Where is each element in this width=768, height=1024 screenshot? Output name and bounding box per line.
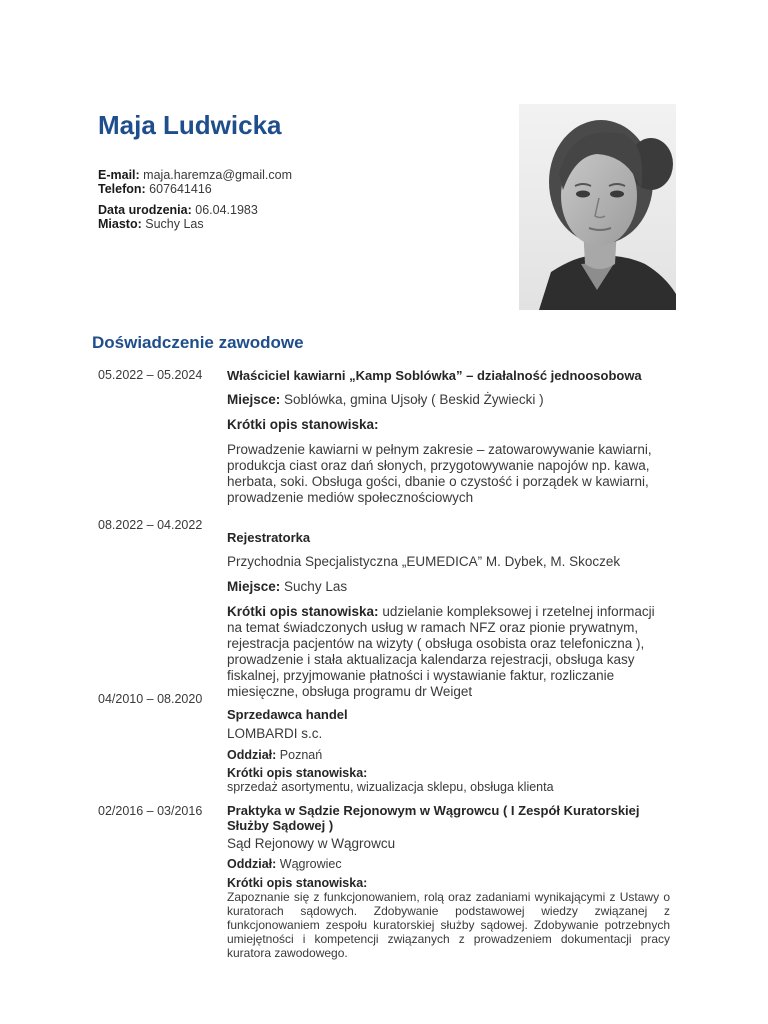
job-company: Przychodnia Specjalistyczna „EUMEDICA” M. Dybek, M. Skoczek [227, 554, 621, 569]
email-label: E-mail: [98, 168, 140, 182]
job-description [227, 604, 670, 700]
city-value: Suchy Las [145, 217, 204, 231]
branch-value: Poznań [279, 748, 323, 762]
job-dates: 04/2010 – 08.2020 [98, 692, 203, 706]
job-dates: 08.2022 – 04.2022 [98, 518, 203, 532]
job-dates: 05.2022 – 05.2024 [98, 368, 203, 382]
job-title: Sprzedawca handel [227, 707, 348, 722]
job-place [227, 579, 670, 595]
email-value[interactable]: maja.haremza@gmail.com [143, 168, 293, 182]
job-entry [227, 707, 670, 794]
email-line [98, 168, 292, 182]
job-company: Sąd Rejonowy w Wągrowcu [227, 836, 396, 851]
personal-block [98, 203, 258, 231]
section-title-experience: Doświadczenie zawodowe [92, 333, 304, 352]
branch-label: Oddział: [227, 748, 277, 762]
description-label: Krótki opis stanowiska: [227, 417, 379, 432]
birth-line [98, 203, 258, 217]
phone-label: Telefon: [98, 182, 146, 196]
job-title: Praktyka w Sądzie Rejonowym w Wągrowcu ( I Zespół Kuratorskiej Służby Sądowej ) [227, 803, 640, 833]
job-title: Rejestratorka [227, 530, 311, 545]
job-title: Właściciel kawiarni „Kamp Soblówka” – działalność jednoosobowa [227, 368, 642, 383]
description-label: Krótki opis stanowiska: [227, 604, 379, 619]
city-line [98, 217, 258, 231]
place-label: Miejsce: [227, 392, 281, 407]
job-company: LOMBARDI s.c. [227, 726, 323, 741]
candidate-name: Maja Ludwicka [98, 110, 282, 140]
job-description: sprzedaż asortymentu, wizualizacja sklepu, obsługa klienta [227, 780, 554, 794]
job-entry [227, 803, 670, 960]
contact-block [98, 168, 292, 196]
profile-photo [519, 104, 676, 310]
branch-value: Wągrowiec [279, 857, 342, 871]
place-label: Miejsce: [227, 579, 281, 594]
description-text: udzielanie kompleksowej i rzetelnej informacji na temat świadczonych usług w ramach NFZ oraz pionie prywatnym, rejestracja pacjentów na wizyty ( obsługa osobista oraz telefoniczna ), prowadzenie i stała aktualizacja kalendarza rejestracji, obsługa kasy fiskalnej, przyjmowanie płatności i wystawianie faktur, rozliczanie miesięczne, obsługa programu dr Weiget [227, 604, 655, 699]
job-branch [227, 748, 670, 762]
description-label: Krótki opis stanowiska: [227, 766, 368, 780]
description-label: Krótki opis stanowiska: [227, 876, 368, 890]
phone-value: 607641416 [149, 182, 212, 196]
phone-line [98, 182, 292, 196]
portrait-image [519, 104, 676, 310]
job-place [227, 392, 670, 408]
place-value: Suchy Las [284, 579, 348, 594]
job-description: Zapoznanie się z funkcjonowaniem, rolą oraz zadaniami wynikającymi z Ustawy o kuratorach sądowych. Zdobywanie podstawowej wiedzy związanej z funkcjonowaniem zespołu kuratorskiej służby sądowej. Zdobywanie potrzebnych umiejętności i kompetencji związanych z prowadzeniem dokumentacji pracy kuratora zawodowego. [227, 890, 670, 960]
job-dates: 02/2016 – 03/2016 [98, 804, 203, 818]
job-entry [227, 530, 670, 700]
birth-value: 06.04.1983 [195, 203, 258, 217]
job-entry [227, 368, 670, 506]
branch-label: Oddział: [227, 857, 277, 871]
birth-label: Data urodzenia: [98, 203, 192, 217]
place-value: Soblówka, gmina Ujsoły ( Beskid Żywiecki ) [284, 392, 544, 407]
job-description: Prowadzenie kawiarni w pełnym zakresie – zatowarowywanie kawiarni, produkcja ciast oraz dań słonych, przygotowywanie napojów np. kawa, herbata, soki. Obsługa gości, dbanie o czystość i porządek w kawiarni, prowadzenie mediów społecznościowych [227, 442, 652, 505]
job-branch [227, 857, 670, 871]
city-label: Miasto: [98, 217, 142, 231]
